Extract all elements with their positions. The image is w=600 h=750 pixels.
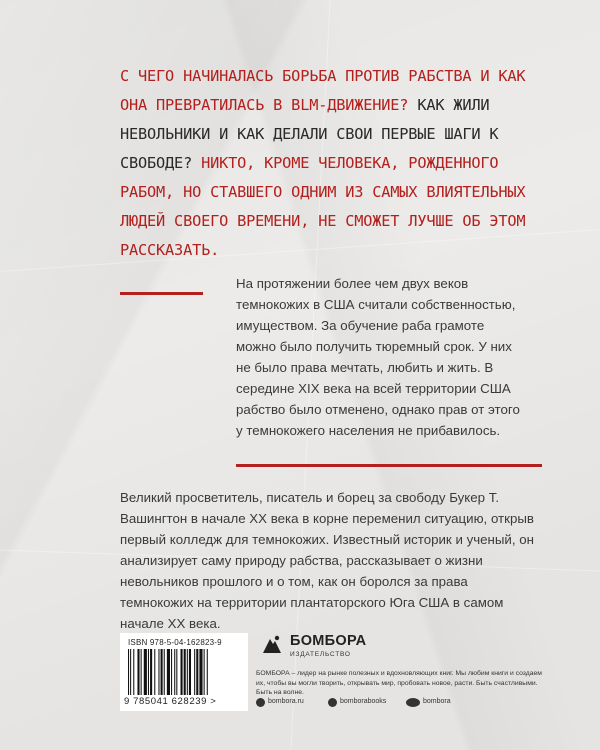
publisher-logo	[256, 631, 456, 661]
barcode-bar	[194, 649, 195, 695]
barcode-bars	[128, 649, 240, 695]
barcode-bar	[154, 649, 155, 695]
headline-part-2: КАК ЖИЛИ НЕВОЛЬНИКИ И КАК ДЕЛАЛИ СВОИ ПЕРВЫЕ ШАГИ К СВОБОДЕ?	[120, 96, 499, 172]
social-icon	[328, 698, 337, 707]
web-icon	[256, 698, 265, 707]
description-paragraph-2: Великий просветитель, писатель и борец за свободу Букер Т. Вашингтон в начале XX века в корне переменил ситуацию, открыв первый колледж для темнокожих. Известный историк и ученый, он анализирует саму природу рабства, рассказывает о жизни невольников прошлого и о том, как он боролся за права темнокожих на территории плантаторского Юга США в самом начале XX века.	[120, 490, 534, 631]
barcode-bar	[171, 649, 172, 695]
barcode-bar	[187, 649, 188, 695]
social-vk-tg-text: bombora	[423, 698, 451, 705]
barcode-bar	[161, 649, 163, 695]
headline-blurb	[120, 62, 540, 265]
publisher-subtitle: ИЗДАТЕЛЬСТВО	[290, 651, 351, 658]
barcode-bar	[141, 649, 142, 695]
publisher-tagline: БОМБОРА – лидер на рынке полезных и вдохновляющих книг. Мы любим книги и создаем их, чтобы вы могли творить, открывать мир, пробовать новое, расти. Быть счастливыми. Быть на волне.	[256, 670, 542, 696]
barcode-bar	[204, 649, 205, 695]
description-paragraph-1: На протяжении более чем двух веков темнокожих в США считали собственностью, имуществом. За обучение раба грамоте можно было получить тюремный срок. У них не было права мечтать, любить и жить. В середине XIX века на всей территории США рабство было отменено, однако прав от этого у темнокожего населения не прибавилось.	[236, 276, 520, 438]
headline-part-3: НИКТО, КРОМЕ ЧЕЛОВЕКА, РОЖДЕННОГО РАБОМ, НО СТАВШЕГО ОДНИМ ИЗ САМЫХ ВЛИЯТЕЛЬНЫХ ЛЮДЕЙ СВОЕГО ВРЕМЕНИ, НЕ СМОЖЕТ ЛУЧШЕ ОБ ЭТОМ РАССКАЗАТЬ.	[120, 154, 526, 259]
barcode-bar	[207, 649, 208, 695]
barcode-bar	[199, 649, 202, 695]
barcode-bar	[133, 649, 134, 695]
barcode-bar	[174, 649, 175, 695]
isbn-label: ISBN 978-5-04-162823-9	[128, 638, 222, 647]
barcode-bar	[176, 649, 177, 695]
social-web	[256, 697, 326, 709]
social-web-text: bombora.ru	[268, 698, 304, 705]
barcode-bar	[164, 649, 165, 695]
barcode-bar	[196, 649, 198, 695]
publisher-name: БОМБОРА	[290, 633, 367, 649]
barcode-bar	[130, 649, 131, 695]
red-divider-right	[236, 464, 542, 467]
publisher-socials	[256, 697, 546, 709]
barcode-bar	[148, 649, 149, 695]
barcode-bar	[150, 649, 152, 695]
social-books	[328, 697, 408, 709]
vk-telegram-icon	[406, 698, 420, 707]
social-vk-tg	[406, 697, 476, 709]
bombora-logo-icon	[260, 633, 284, 657]
barcode-bar	[128, 649, 129, 695]
social-books-text: bomborabooks	[340, 698, 387, 705]
barcode-bar	[181, 649, 183, 695]
barcode-bar	[184, 649, 186, 695]
barcode-bar	[137, 649, 139, 695]
red-divider-left	[120, 292, 203, 295]
barcode-bar	[144, 649, 147, 695]
headline-part-1: С ЧЕГО НАЧИНАЛАСЬ БОРЬБА ПРОТИВ РАБСТВА И КАК ОНА ПРЕВРАТИЛАСЬ В BLM-ДВИЖЕНИЕ?	[120, 67, 526, 114]
barcode-bar	[158, 649, 159, 695]
barcode-number: 9 785041 628239 >	[124, 696, 217, 707]
barcode-block	[120, 633, 248, 711]
barcode-bar	[189, 649, 191, 695]
barcode-bar	[167, 649, 170, 695]
